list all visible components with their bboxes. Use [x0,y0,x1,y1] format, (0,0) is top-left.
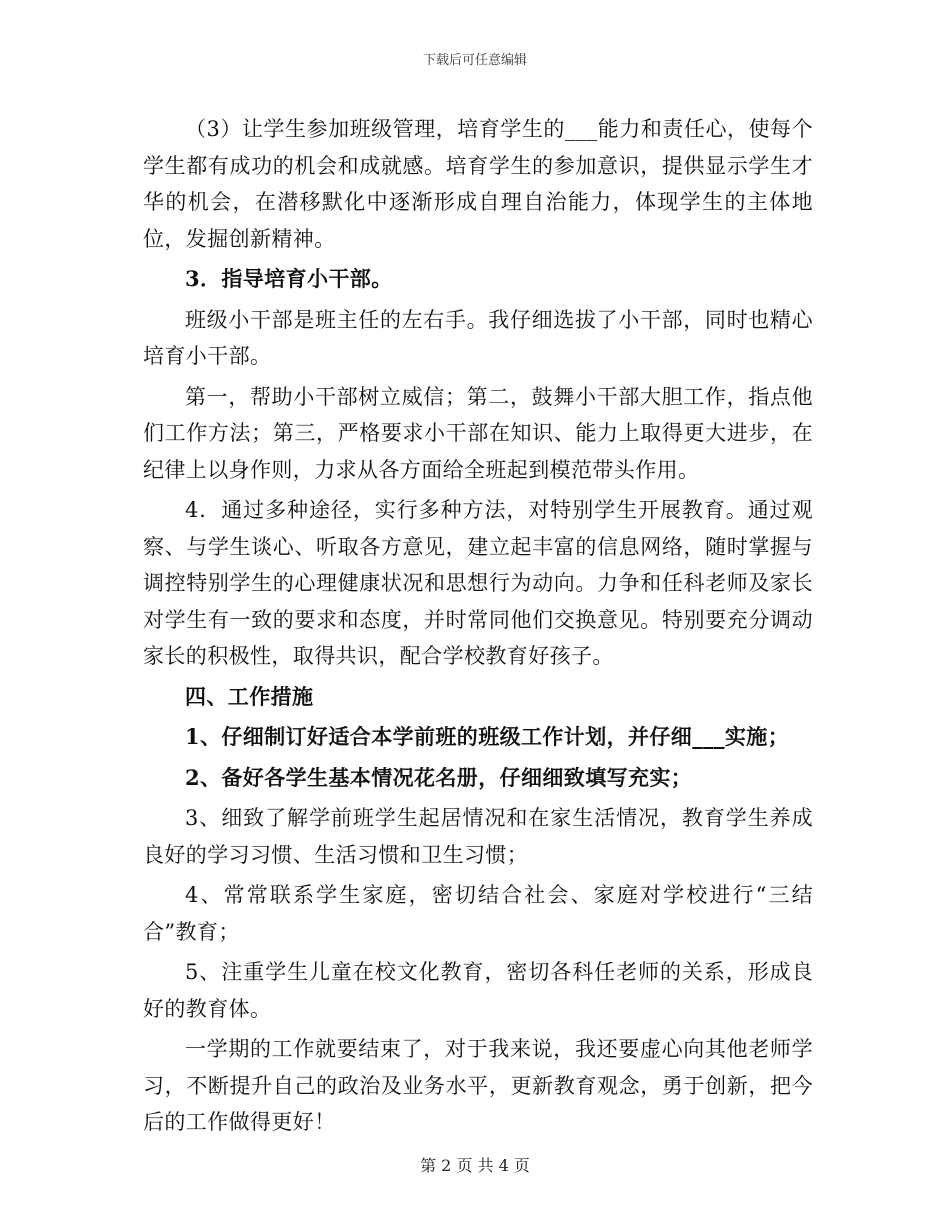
paragraph-cadre-selection: 班级小干部是班主任的左右手。我仔细选拔了小干部，同时也精心培育小干部。 [143,307,813,368]
measure-item-1: 1、仔细制订好适合本学前班的班级工作计划，并仔细___实施； [185,724,790,749]
measure-item-2: 2、备好各学生基本情况花名册，仔细细致填写充实； [185,764,693,790]
measure-item-3: 3、细致了解学前班学生起居情况和在家生活情况，教育学生养成良好的学习习惯、生活习惯和卫生习惯； [143,806,813,867]
document-body [143,111,813,1145]
measure-item-4: 4、常常联系学生家庭，密切结合社会、家庭对学校进行“三结合”教育； [143,883,813,944]
paragraph-cadre-steps: 第一，帮助小干部树立威信；第二，鼓舞小干部大胆工作，指点他们工作方法；第三，严格要求小干部在知识、能力上取得更大进步，在纪律上以身作则，力求从各方面给全班起到模范带头作用。 [143,384,813,482]
paragraph-conclusion: 一学期的工作就要结束了，对于我来说，我还要虚心向其他老师学习，不断提升自己的政治及业务水平，更新教育观念，勇于创新，把今后的工作做得更好！ [143,1037,813,1134]
heading-cadre-training: 3．指导培育小干部。 [185,266,393,291]
heading-work-measures: 四、工作措施 [185,683,314,709]
paragraph-special-students: 4．通过多种途径，实行多种方法，对特别学生开展教育。通过观察、与学生谈心、听取各方意见，建立起丰富的信息网络，随时掌握与调控特别学生的心理健康状况和思想行为动向。力争和任科老师及家长对学生有一致的要求和态度，并时常同他们交换意见。特别要充分调动家长的积极性，取得共识，配合学校教育好孩子。 [143,498,813,668]
measure-item-5: 5、注重学生儿童在校文化教育，密切各科任老师的关系，形成良好的教育体。 [143,960,813,1021]
page-header-note: 下载后可任意编辑 [422,53,527,68]
page-number: 第 2 页 共 4 页 [420,1156,530,1175]
paragraph-student-management: （3）让学生参加班级管理，培育学生的___能力和责任心，使每个学生都有成功的机会和成就感。培育学生的参加意识，提供显示学生才华的机会，在潜移默化中逐渐形成自理自治能力，体现学生的主体地位，发掘创新精神。 [143,117,813,251]
